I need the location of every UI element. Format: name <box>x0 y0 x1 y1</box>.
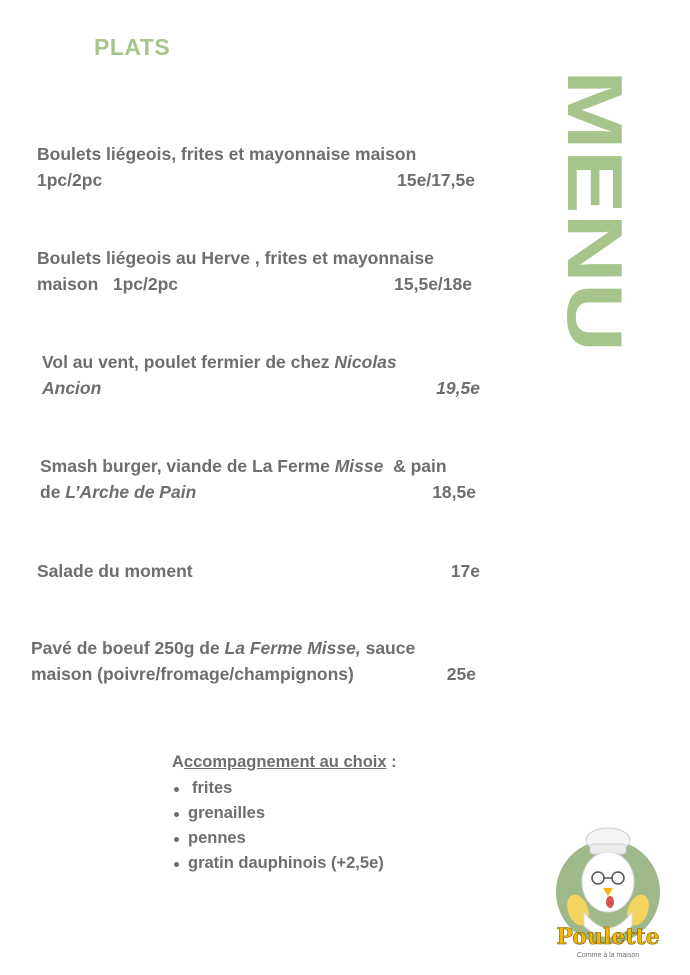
dish-vol-au-vent <box>42 349 480 401</box>
dish-name: Boulets liégeois au Herve , frites et mayonnaise <box>37 248 434 268</box>
list-item: frites <box>172 776 397 801</box>
dish-name: Boulets liégeois, frites et mayonnaise maison <box>37 144 417 164</box>
dish-smash-burger <box>40 453 476 505</box>
accompaniment-section <box>172 750 397 876</box>
menu-vertical-text: MENU <box>551 70 639 300</box>
logo-name: Poulette <box>556 924 660 950</box>
dish-price: 18,5e <box>432 482 476 502</box>
accompaniment-list <box>172 776 397 876</box>
dish-supplier-cont: Ancion <box>42 378 102 398</box>
logo-tagline: Comme à la maison <box>576 952 640 959</box>
dish-name-cont: & pain <box>383 456 447 476</box>
dish-name-cont: sauce <box>360 638 416 658</box>
dish-price: 15e/17,5e <box>397 170 475 190</box>
dish-name: Smash burger, viande de La Ferme <box>40 456 335 476</box>
poulette-logo <box>548 826 668 966</box>
dish-portion: 1pc/2pc <box>37 170 103 190</box>
dish-pave-de-boeuf <box>31 635 476 687</box>
dish-name: Pavé de boeuf 250g de <box>31 638 225 658</box>
dish-name: Salade du moment <box>37 561 193 581</box>
list-item: pennes <box>172 826 397 851</box>
dish-price: 15,5e/18e <box>394 274 472 294</box>
dish-supplier: Misse <box>334 456 384 476</box>
dish-salade <box>37 558 480 584</box>
dish-price: 25e <box>446 664 476 684</box>
dish-name-line2: maison (poivre/fromage/champignons) <box>31 664 354 684</box>
dish-name: Vol au vent, poulet fermier de chez <box>42 352 335 372</box>
dish-portion: maison 1pc/2pc <box>37 274 179 294</box>
dish-supplier: La Ferme Misse, <box>224 638 361 658</box>
menu-vertical-title <box>551 70 639 352</box>
accompaniment-title: Accompagnement au choix : <box>172 753 397 771</box>
dish-price: 19,5e <box>436 378 480 398</box>
dish-bakery: L’Arche de Pain <box>65 482 197 502</box>
dish-name-line2: de <box>40 482 66 502</box>
list-item: gratin dauphinois (+2,5e) <box>172 851 397 876</box>
list-item: grenailles <box>172 801 397 826</box>
dish-boulets-liegeois <box>37 141 475 193</box>
dish-boulets-herve <box>37 245 472 297</box>
dish-supplier: Nicolas <box>334 352 397 372</box>
section-title: PLATS <box>94 34 171 60</box>
dish-price: 17e <box>450 561 480 581</box>
